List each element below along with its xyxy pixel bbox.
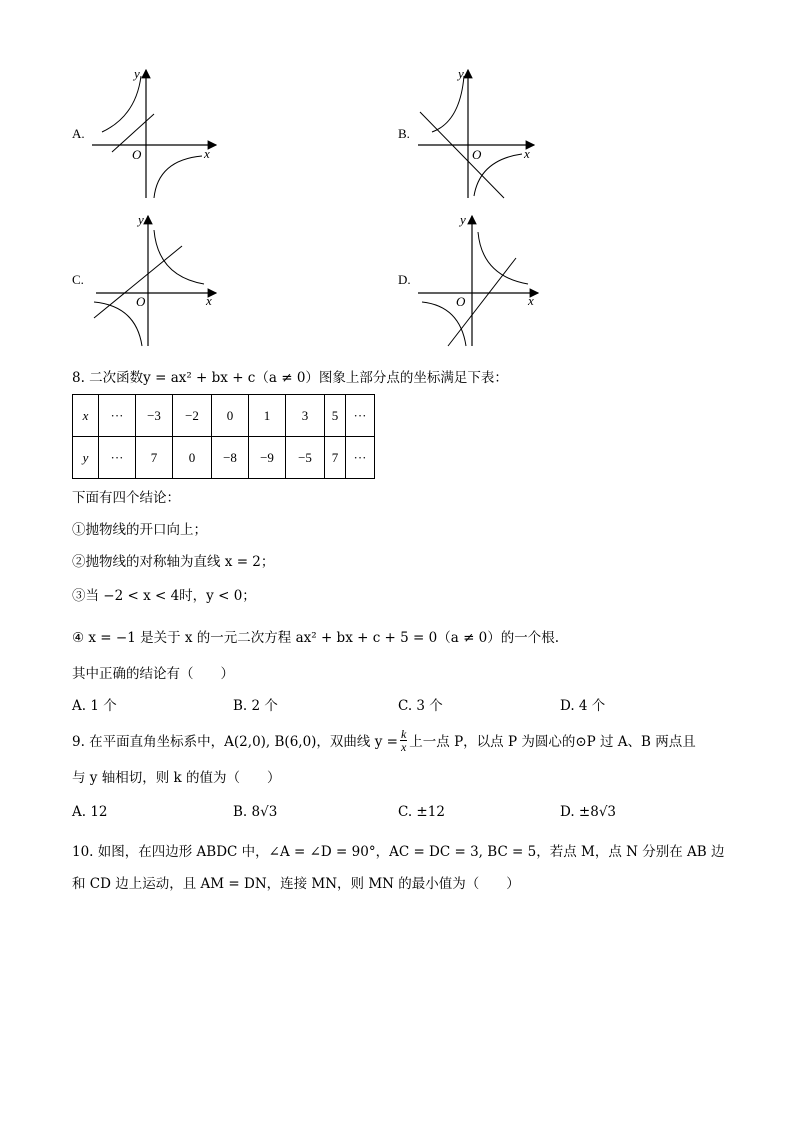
x-axis-label: x: [524, 146, 530, 161]
table-cell: 7: [325, 437, 346, 479]
hyperbola-branch-upper: [478, 232, 528, 284]
q8-conclusion-3: ③当 −2 < x < 4时，y < 0；: [72, 588, 256, 604]
q8-option-d[interactable]: D. 4 个: [560, 698, 606, 714]
q9-text-b: 上一点 P，以点 P 为圆心的⊙P 过 A、B 两点且: [409, 734, 696, 750]
q10-line-1: 10. 如图，在四边形 ABDC 中，∠A = ∠D = 90°，AC = DC = 3, BC = 5，若点 M，点 N 分别在 AB 边: [72, 844, 725, 860]
table-cell: ···: [99, 395, 136, 437]
q8-intro: 下面有四个结论：: [72, 490, 180, 506]
table-cell: −8: [212, 437, 249, 479]
x-axis-label: x: [206, 293, 212, 308]
hyperbola-branch-upper: [154, 230, 204, 284]
q8-option-b[interactable]: B. 2 个: [233, 698, 278, 714]
fraction-numerator: k: [400, 726, 407, 741]
q8-stem: 8. 二次函数y = ax² + bx + c（a ≠ 0）图象上部分点的坐标满足下表：: [72, 370, 508, 386]
option-d-label: D.: [398, 272, 411, 287]
table-cell: ···: [346, 395, 375, 437]
q8-option-c[interactable]: C. 3 个: [398, 698, 443, 714]
hyperbola-branch-lower: [94, 302, 142, 346]
table-cell: 0: [212, 395, 249, 437]
origin-label: O: [472, 147, 482, 162]
y-axis-label: y: [460, 212, 466, 227]
origin-label: O: [136, 294, 146, 309]
fraction-denominator: x: [400, 739, 407, 754]
table-cell: −9: [249, 437, 286, 479]
table-cell: x: [73, 395, 99, 437]
q9-line-2: 与 y 轴相切，则 k 的值为（ ）: [72, 770, 281, 786]
q8-conclusion-4: ④ x = −1 是关于 x 的一元二次方程 ax² + bx + c + 5 = 0（a ≠ 0）的一个根.: [72, 630, 560, 646]
q10-line-2: 和 CD 边上运动，且 AM = DN，连接 MN，则 MN 的最小值为（ ）: [72, 876, 520, 892]
q9-option-a[interactable]: A. 12: [72, 804, 108, 820]
q9-option-d[interactable]: D. ±8√3: [560, 804, 617, 820]
graph-b: [418, 66, 558, 206]
x-axis-label: x: [528, 293, 534, 308]
x-axis-label: x: [204, 146, 210, 161]
k-over-x-fraction: [400, 728, 407, 753]
origin-label: O: [132, 147, 142, 162]
q8-option-a[interactable]: A. 1 个: [72, 698, 117, 714]
q8-conclusion-2: ②抛物线的对称轴为直线 x = 2；: [72, 554, 275, 570]
y-axis-label: y: [458, 66, 464, 81]
option-c-label: C.: [72, 272, 84, 287]
q9-line-1: [72, 720, 696, 760]
table-row-y: [73, 437, 375, 479]
hyperbola-branch-lower: [154, 156, 202, 198]
table-cell: y: [73, 437, 99, 479]
hyperbola-branch-upper: [432, 76, 464, 132]
option-a-label: A.: [72, 126, 85, 141]
table-cell: 0: [173, 437, 212, 479]
graph-d: [418, 212, 558, 352]
line: [420, 112, 504, 198]
table-cell: 7: [136, 437, 173, 479]
q9-option-c[interactable]: C. ±12: [398, 804, 445, 820]
option-b-label: B.: [398, 126, 410, 141]
table-cell: ···: [99, 437, 136, 479]
table-cell: −5: [286, 437, 325, 479]
graph-c: [92, 212, 232, 352]
origin-label: O: [456, 294, 466, 309]
table-cell: −2: [173, 395, 212, 437]
q8-ask: 其中正确的结论有（ ）: [72, 666, 234, 682]
q9-option-b[interactable]: B. 8√3: [233, 804, 278, 820]
table-cell: −3: [136, 395, 173, 437]
hyperbola-branch-upper: [102, 76, 141, 132]
table-cell: 5: [325, 395, 346, 437]
q9-text-a: 9. 在平面直角坐标系中，A(2,0), B(6,0)，双曲线 y =: [72, 734, 398, 750]
y-axis-label: y: [134, 66, 140, 81]
q8-value-table: [72, 394, 375, 479]
table-cell: 1: [249, 395, 286, 437]
y-axis-label: y: [138, 212, 144, 227]
table-cell: 3: [286, 395, 325, 437]
table-cell: ···: [346, 437, 375, 479]
table-row-x: [73, 395, 375, 437]
q8-conclusion-1: ①抛物线的开口向上；: [72, 522, 207, 538]
graph-a: [92, 66, 232, 206]
